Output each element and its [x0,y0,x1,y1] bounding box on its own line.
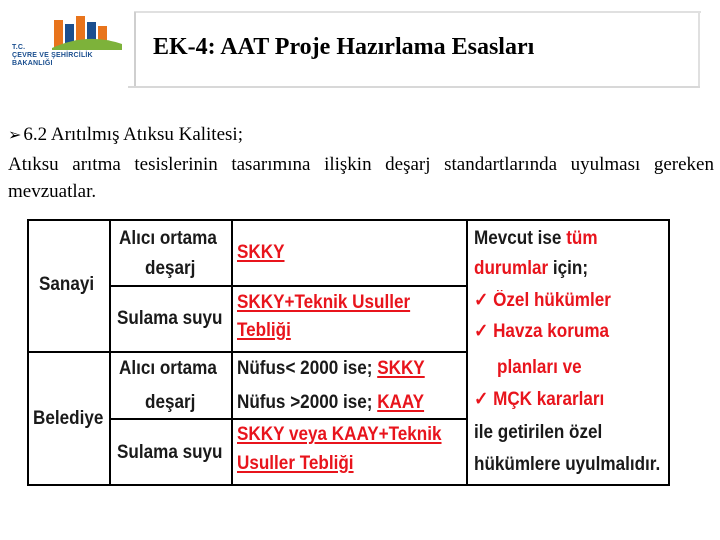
table-border-bottom [27,484,670,486]
cell-nufus-lt [237,357,425,381]
right-line-2 [474,257,588,281]
cell-sulama-1: Sulama suyu [117,308,223,329]
right-line-1-black: Mevcut ise [474,228,562,249]
table-border-right [668,219,670,486]
ministry-logo [12,10,128,76]
arrow-bullet-icon: ➢ [8,125,22,144]
right-line-4: ✓ Havza koruma [474,321,610,342]
right-line-6: ✓ MÇK kararları [474,389,605,410]
logo-text [12,44,93,68]
nufus-gt-kaay: KAAY [377,392,425,413]
cell-skky-kaay-a: SKKY veya KAAY+Teknik [237,424,442,445]
header-right-rule [698,11,700,86]
bullet-text: 6.2 Arıtılmış Atıksu Kalitesi; [23,124,243,145]
cell-skky-teknik-a: SKKY+Teknik Usuller [237,292,411,313]
right-line-7: ile getirilen özel [474,422,603,443]
table-row-divider-1 [109,285,468,287]
cell-skky: SKKY [237,242,285,263]
cell-nufus-gt [237,391,424,415]
cell-alici-1a: Alıcı ortama [119,228,217,249]
right-line-1 [474,227,598,251]
page-title: EK-4: AAT Proje Hazırlama Esasları [153,34,535,60]
header-left-rule [134,12,136,86]
right-line-1-red: tüm [566,228,598,249]
right-line-2-red: durumlar [474,258,549,279]
bullet-heading [8,124,243,146]
nufus-lt-skky: SKKY [377,358,425,379]
nufus-lt-text: Nüfus< 2000 ise; [237,358,373,379]
logo-line-3: BAKANLIĞI [12,60,53,67]
logo-line-2: ÇEVRE VE ŞEHİRCİLİK [12,52,93,59]
cell-alici-2b: deşarj [145,392,196,413]
logo-line-1: T.C. [12,44,26,51]
table-row-divider-3 [109,418,468,420]
nufus-gt-text: Nüfus >2000 ise; [237,392,373,413]
body-paragraph: Atıksu arıtma tesislerinin tasarımına ilişkin deşarj standartlarında uyulması gereken mevzuatlar. [8,154,714,202]
table-border-top [27,219,670,221]
cell-alici-2a: Alıcı ortama [119,358,217,379]
header-top-rule [134,11,701,13]
table-row-divider-main [27,351,468,353]
cell-alici-1b: deşarj [145,258,196,279]
right-line-3: ✓ Özel hükümler [474,290,611,311]
row-label-belediye: Belediye [33,408,104,429]
discharge-standards-table [27,219,670,486]
header-bottom-rule [128,86,700,88]
right-line-5: planları ve [497,357,582,378]
row-label-sanayi: Sanayi [39,274,95,295]
right-line-2-black: için; [552,258,589,279]
cell-sulama-2: Sulama suyu [117,442,223,463]
cell-skky-teknik-b: Tebliği [237,320,291,341]
right-line-8: hükümlere uyulmalıdır. [474,454,661,475]
cell-skky-kaay-b: Usuller Tebliği [237,453,354,474]
